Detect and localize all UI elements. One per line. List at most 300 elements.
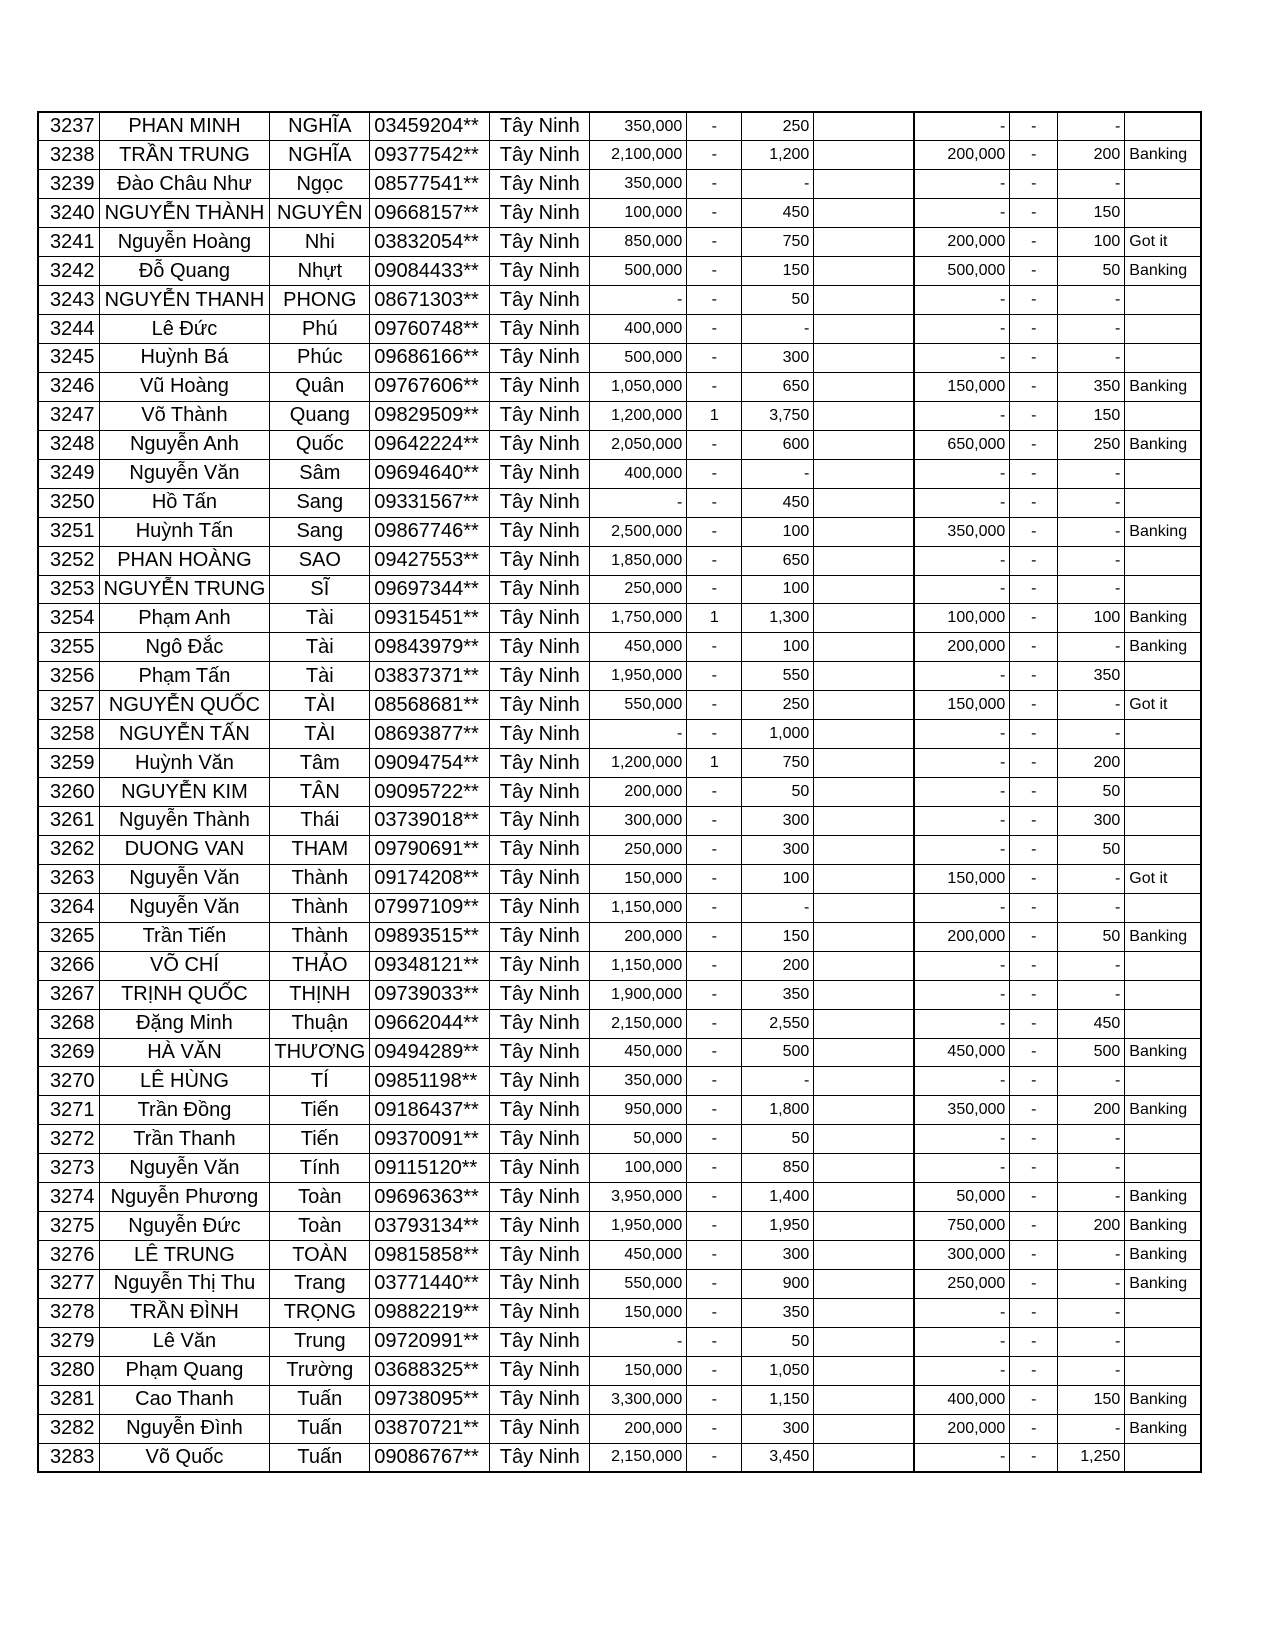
cell-flag: - xyxy=(1010,1183,1058,1212)
cell-given-name: Quân xyxy=(270,372,370,401)
table-row xyxy=(38,344,1201,373)
cell-amount-1: 400,000 xyxy=(590,459,687,488)
cell-amount-3: - xyxy=(914,778,1010,807)
cell-amount-4: 150 xyxy=(1058,401,1125,430)
cell-given-name: Nhi xyxy=(270,228,370,257)
cell-id: 3244 xyxy=(38,315,99,344)
cell-phone: 09790691** xyxy=(370,835,490,864)
cell-amount-1: 3,300,000 xyxy=(590,1385,687,1414)
cell-amount-3: 200,000 xyxy=(914,633,1010,662)
cell-phone: 08577541** xyxy=(370,170,490,199)
cell-amount-3: - xyxy=(914,749,1010,778)
data-table xyxy=(37,111,1202,1473)
cell-id: 3252 xyxy=(38,546,99,575)
cell-given-name: TÀI xyxy=(270,691,370,720)
cell-amount-2: 350 xyxy=(742,980,814,1009)
cell-blank xyxy=(814,1125,914,1154)
cell-phone: 09086767** xyxy=(370,1443,490,1472)
cell-surname: LÊ HÙNG xyxy=(99,1067,270,1096)
cell-phone: 03688325** xyxy=(370,1356,490,1385)
cell-amount-3: 100,000 xyxy=(914,604,1010,633)
cell-surname: NGUYỄN QUỐC xyxy=(99,691,270,720)
cell-flag: - xyxy=(1010,546,1058,575)
cell-amount-3: 200,000 xyxy=(914,141,1010,170)
cell-surname: Trần Tiến xyxy=(99,922,270,951)
cell-blank xyxy=(814,893,914,922)
cell-amount-3: 400,000 xyxy=(914,1385,1010,1414)
cell-status: Banking xyxy=(1125,1212,1201,1241)
cell-amount-1: 1,150,000 xyxy=(590,893,687,922)
cell-province: Tây Ninh xyxy=(490,430,590,459)
cell-count: - xyxy=(687,170,742,199)
table-row xyxy=(38,401,1201,430)
cell-count: - xyxy=(687,517,742,546)
cell-amount-4: - xyxy=(1058,951,1125,980)
cell-id: 3241 xyxy=(38,228,99,257)
cell-status: Banking xyxy=(1125,1096,1201,1125)
cell-amount-1: 3,950,000 xyxy=(590,1183,687,1212)
cell-amount-2: 1,050 xyxy=(742,1356,814,1385)
cell-blank xyxy=(814,344,914,373)
cell-province: Tây Ninh xyxy=(490,1212,590,1241)
cell-surname: TRẦN TRUNG xyxy=(99,141,270,170)
cell-count: - xyxy=(687,1270,742,1299)
cell-count: - xyxy=(687,951,742,980)
cell-blank xyxy=(814,604,914,633)
cell-flag: - xyxy=(1010,344,1058,373)
cell-id: 3249 xyxy=(38,459,99,488)
cell-flag: - xyxy=(1010,633,1058,662)
cell-surname: Vũ Hoàng xyxy=(99,372,270,401)
cell-phone: 07997109** xyxy=(370,893,490,922)
cell-amount-1: - xyxy=(590,286,687,315)
cell-status: Banking xyxy=(1125,141,1201,170)
cell-id: 3268 xyxy=(38,1009,99,1038)
cell-id: 3277 xyxy=(38,1270,99,1299)
cell-count: - xyxy=(687,430,742,459)
cell-blank xyxy=(814,835,914,864)
cell-amount-3: - xyxy=(914,546,1010,575)
cell-id: 3263 xyxy=(38,864,99,893)
cell-phone: 09882219** xyxy=(370,1298,490,1327)
cell-count: - xyxy=(687,980,742,1009)
cell-id: 3265 xyxy=(38,922,99,951)
cell-amount-4: - xyxy=(1058,720,1125,749)
table-row xyxy=(38,951,1201,980)
cell-surname: Nguyễn Văn xyxy=(99,864,270,893)
cell-given-name: TÍ xyxy=(270,1067,370,1096)
table-row xyxy=(38,1212,1201,1241)
cell-count: - xyxy=(687,864,742,893)
cell-blank xyxy=(814,372,914,401)
cell-blank xyxy=(814,1385,914,1414)
cell-count: - xyxy=(687,1125,742,1154)
table-row xyxy=(38,1009,1201,1038)
cell-amount-2: 500 xyxy=(742,1038,814,1067)
cell-province: Tây Ninh xyxy=(490,1241,590,1270)
cell-id: 3276 xyxy=(38,1241,99,1270)
cell-amount-1: 150,000 xyxy=(590,1356,687,1385)
cell-amount-1: 200,000 xyxy=(590,1414,687,1443)
cell-surname: Đào Châu Như xyxy=(99,170,270,199)
cell-amount-3: - xyxy=(914,720,1010,749)
cell-given-name: Phúc xyxy=(270,344,370,373)
cell-blank xyxy=(814,1443,914,1472)
cell-count: - xyxy=(687,1096,742,1125)
cell-surname: Lê Đức xyxy=(99,315,270,344)
cell-amount-2: 1,950 xyxy=(742,1212,814,1241)
cell-province: Tây Ninh xyxy=(490,778,590,807)
cell-count: - xyxy=(687,1414,742,1443)
cell-flag: - xyxy=(1010,1154,1058,1183)
cell-flag: - xyxy=(1010,488,1058,517)
cell-amount-2: 50 xyxy=(742,778,814,807)
cell-status: Banking xyxy=(1125,633,1201,662)
cell-blank xyxy=(814,951,914,980)
table-row xyxy=(38,1327,1201,1356)
cell-surname: Đặng Minh xyxy=(99,1009,270,1038)
cell-flag: - xyxy=(1010,980,1058,1009)
cell-id: 3260 xyxy=(38,778,99,807)
cell-status xyxy=(1125,488,1201,517)
cell-amount-2: 1,000 xyxy=(742,720,814,749)
cell-amount-2: 3,750 xyxy=(742,401,814,430)
cell-flag: - xyxy=(1010,1241,1058,1270)
cell-amount-3: - xyxy=(914,1298,1010,1327)
cell-status xyxy=(1125,1009,1201,1038)
cell-count: - xyxy=(687,228,742,257)
cell-status: Banking xyxy=(1125,1038,1201,1067)
cell-amount-4: - xyxy=(1058,1183,1125,1212)
table-row xyxy=(38,1125,1201,1154)
cell-id: 3255 xyxy=(38,633,99,662)
cell-status xyxy=(1125,951,1201,980)
cell-id: 3283 xyxy=(38,1443,99,1472)
cell-phone: 09720991** xyxy=(370,1327,490,1356)
cell-flag: - xyxy=(1010,1414,1058,1443)
cell-phone: 03870721** xyxy=(370,1414,490,1443)
cell-phone: 03739018** xyxy=(370,807,490,836)
cell-status xyxy=(1125,835,1201,864)
cell-count: - xyxy=(687,199,742,228)
table-row xyxy=(38,604,1201,633)
cell-flag: - xyxy=(1010,1270,1058,1299)
table-row xyxy=(38,1385,1201,1414)
table-row xyxy=(38,1270,1201,1299)
cell-amount-2: 1,400 xyxy=(742,1183,814,1212)
cell-amount-3: - xyxy=(914,459,1010,488)
cell-status: Banking xyxy=(1125,1270,1201,1299)
cell-amount-2: 300 xyxy=(742,835,814,864)
cell-count: - xyxy=(687,575,742,604)
cell-amount-4: 50 xyxy=(1058,257,1125,286)
cell-phone: 09377542** xyxy=(370,141,490,170)
cell-amount-1: 150,000 xyxy=(590,864,687,893)
cell-blank xyxy=(814,1356,914,1385)
cell-given-name: NGUYÊN xyxy=(270,199,370,228)
table-row xyxy=(38,199,1201,228)
table-row xyxy=(38,1356,1201,1385)
cell-status xyxy=(1125,893,1201,922)
cell-province: Tây Ninh xyxy=(490,922,590,951)
cell-surname: Phạm Quang xyxy=(99,1356,270,1385)
cell-blank xyxy=(814,1298,914,1327)
cell-amount-3: - xyxy=(914,315,1010,344)
cell-amount-2: - xyxy=(742,170,814,199)
cell-amount-1: 1,200,000 xyxy=(590,749,687,778)
table-row xyxy=(38,980,1201,1009)
cell-count: - xyxy=(687,1298,742,1327)
cell-surname: Hồ Tấn xyxy=(99,488,270,517)
cell-surname: Trần Đồng xyxy=(99,1096,270,1125)
table-row xyxy=(38,575,1201,604)
cell-given-name: Ngọc xyxy=(270,170,370,199)
cell-amount-2: 100 xyxy=(742,864,814,893)
cell-province: Tây Ninh xyxy=(490,1414,590,1443)
cell-count: - xyxy=(687,1356,742,1385)
cell-surname: Nguyễn Thành xyxy=(99,807,270,836)
cell-phone: 09686166** xyxy=(370,344,490,373)
cell-phone: 09668157** xyxy=(370,199,490,228)
cell-id: 3237 xyxy=(38,112,99,141)
cell-status xyxy=(1125,575,1201,604)
cell-phone: 03837371** xyxy=(370,662,490,691)
cell-id: 3257 xyxy=(38,691,99,720)
cell-province: Tây Ninh xyxy=(490,344,590,373)
cell-amount-3: - xyxy=(914,575,1010,604)
cell-province: Tây Ninh xyxy=(490,951,590,980)
cell-blank xyxy=(814,807,914,836)
table-row xyxy=(38,633,1201,662)
cell-surname: DUONG VAN xyxy=(99,835,270,864)
cell-blank xyxy=(814,1038,914,1067)
cell-status xyxy=(1125,170,1201,199)
cell-amount-4: - xyxy=(1058,893,1125,922)
cell-phone: 09739033** xyxy=(370,980,490,1009)
cell-flag: - xyxy=(1010,459,1058,488)
cell-status: Got it xyxy=(1125,228,1201,257)
cell-id: 3240 xyxy=(38,199,99,228)
cell-amount-2: 1,300 xyxy=(742,604,814,633)
cell-given-name: Tài xyxy=(270,633,370,662)
cell-blank xyxy=(814,922,914,951)
cell-province: Tây Ninh xyxy=(490,864,590,893)
cell-amount-3: - xyxy=(914,1443,1010,1472)
cell-province: Tây Ninh xyxy=(490,807,590,836)
cell-amount-1: - xyxy=(590,1327,687,1356)
cell-given-name: Thành xyxy=(270,893,370,922)
cell-province: Tây Ninh xyxy=(490,1125,590,1154)
cell-status xyxy=(1125,401,1201,430)
cell-surname: Phạm Anh xyxy=(99,604,270,633)
cell-amount-4: - xyxy=(1058,633,1125,662)
cell-id: 3273 xyxy=(38,1154,99,1183)
cell-flag: - xyxy=(1010,575,1058,604)
table-row xyxy=(38,228,1201,257)
table-row xyxy=(38,1443,1201,1472)
cell-given-name: NGHĨA xyxy=(270,141,370,170)
cell-id: 3282 xyxy=(38,1414,99,1443)
cell-flag: - xyxy=(1010,1038,1058,1067)
cell-amount-3: - xyxy=(914,807,1010,836)
cell-amount-2: 200 xyxy=(742,951,814,980)
cell-surname: Cao Thanh xyxy=(99,1385,270,1414)
cell-status: Got it xyxy=(1125,691,1201,720)
cell-amount-2: 300 xyxy=(742,807,814,836)
cell-surname: NGUYỄN THÀNH xyxy=(99,199,270,228)
cell-amount-1: 2,500,000 xyxy=(590,517,687,546)
cell-phone: 09851198** xyxy=(370,1067,490,1096)
cell-amount-2: 100 xyxy=(742,517,814,546)
cell-surname: TRẦN ĐÌNH xyxy=(99,1298,270,1327)
cell-phone: 09867746** xyxy=(370,517,490,546)
cell-count: - xyxy=(687,1067,742,1096)
cell-amount-3: - xyxy=(914,1154,1010,1183)
cell-amount-2: - xyxy=(742,315,814,344)
cell-province: Tây Ninh xyxy=(490,141,590,170)
cell-province: Tây Ninh xyxy=(490,835,590,864)
cell-amount-4: - xyxy=(1058,980,1125,1009)
cell-province: Tây Ninh xyxy=(490,662,590,691)
cell-amount-4: - xyxy=(1058,575,1125,604)
cell-amount-1: 400,000 xyxy=(590,315,687,344)
cell-amount-3: 200,000 xyxy=(914,922,1010,951)
cell-surname: HÀ VĂN xyxy=(99,1038,270,1067)
cell-amount-3: - xyxy=(914,199,1010,228)
cell-blank xyxy=(814,257,914,286)
cell-province: Tây Ninh xyxy=(490,980,590,1009)
cell-status xyxy=(1125,662,1201,691)
cell-amount-1: 550,000 xyxy=(590,691,687,720)
cell-id: 3278 xyxy=(38,1298,99,1327)
cell-amount-2: 1,800 xyxy=(742,1096,814,1125)
cell-province: Tây Ninh xyxy=(490,1038,590,1067)
cell-phone: 09642224** xyxy=(370,430,490,459)
table-row xyxy=(38,1067,1201,1096)
cell-amount-4: 50 xyxy=(1058,778,1125,807)
cell-count: - xyxy=(687,662,742,691)
cell-count: - xyxy=(687,691,742,720)
cell-province: Tây Ninh xyxy=(490,372,590,401)
cell-province: Tây Ninh xyxy=(490,1154,590,1183)
cell-flag: - xyxy=(1010,1096,1058,1125)
cell-count: - xyxy=(687,1327,742,1356)
cell-id: 3242 xyxy=(38,257,99,286)
cell-amount-3: - xyxy=(914,1327,1010,1356)
cell-surname: Nguyễn Thị Thu xyxy=(99,1270,270,1299)
cell-amount-2: 100 xyxy=(742,633,814,662)
cell-province: Tây Ninh xyxy=(490,459,590,488)
cell-amount-4: 200 xyxy=(1058,749,1125,778)
cell-blank xyxy=(814,1183,914,1212)
cell-blank xyxy=(814,778,914,807)
cell-id: 3267 xyxy=(38,980,99,1009)
cell-surname: Trần Thanh xyxy=(99,1125,270,1154)
cell-amount-1: 1,850,000 xyxy=(590,546,687,575)
cell-amount-2: - xyxy=(742,1067,814,1096)
cell-id: 3239 xyxy=(38,170,99,199)
cell-phone: 08671303** xyxy=(370,286,490,315)
cell-surname: PHAN MINH xyxy=(99,112,270,141)
cell-given-name: Sang xyxy=(270,488,370,517)
cell-amount-4: 100 xyxy=(1058,604,1125,633)
cell-amount-1: 500,000 xyxy=(590,257,687,286)
cell-status xyxy=(1125,286,1201,315)
cell-blank xyxy=(814,1212,914,1241)
cell-amount-4: - xyxy=(1058,170,1125,199)
cell-surname: NGUYỄN THANH xyxy=(99,286,270,315)
cell-amount-2: 350 xyxy=(742,1298,814,1327)
cell-amount-3: - xyxy=(914,1356,1010,1385)
cell-amount-2: 150 xyxy=(742,257,814,286)
cell-amount-3: - xyxy=(914,980,1010,1009)
cell-flag: - xyxy=(1010,720,1058,749)
cell-amount-3: - xyxy=(914,401,1010,430)
table-row xyxy=(38,141,1201,170)
cell-amount-4: - xyxy=(1058,546,1125,575)
cell-phone: 09348121** xyxy=(370,951,490,980)
cell-count: - xyxy=(687,1212,742,1241)
cell-given-name: SĨ xyxy=(270,575,370,604)
cell-amount-3: - xyxy=(914,662,1010,691)
cell-count: - xyxy=(687,112,742,141)
cell-status xyxy=(1125,199,1201,228)
cell-flag: - xyxy=(1010,141,1058,170)
cell-flag: - xyxy=(1010,1212,1058,1241)
cell-amount-4: - xyxy=(1058,864,1125,893)
cell-blank xyxy=(814,1096,914,1125)
table-row xyxy=(38,1414,1201,1443)
cell-given-name: TÂN xyxy=(270,778,370,807)
table-row xyxy=(38,459,1201,488)
cell-phone: 09427553** xyxy=(370,546,490,575)
cell-phone: 08693877** xyxy=(370,720,490,749)
cell-amount-1: 350,000 xyxy=(590,170,687,199)
cell-blank xyxy=(814,1327,914,1356)
cell-amount-4: 250 xyxy=(1058,430,1125,459)
table-row xyxy=(38,778,1201,807)
table-row xyxy=(38,1038,1201,1067)
cell-amount-3: - xyxy=(914,170,1010,199)
cell-given-name: Tiến xyxy=(270,1096,370,1125)
cell-id: 3253 xyxy=(38,575,99,604)
cell-amount-1: 250,000 xyxy=(590,575,687,604)
cell-status: Banking xyxy=(1125,517,1201,546)
cell-amount-2: 2,550 xyxy=(742,1009,814,1038)
cell-province: Tây Ninh xyxy=(490,170,590,199)
cell-province: Tây Ninh xyxy=(490,401,590,430)
cell-amount-1: 450,000 xyxy=(590,633,687,662)
cell-amount-3: 450,000 xyxy=(914,1038,1010,1067)
cell-given-name: Phú xyxy=(270,315,370,344)
cell-phone: 09186437** xyxy=(370,1096,490,1125)
cell-given-name: Sang xyxy=(270,517,370,546)
cell-status: Banking xyxy=(1125,604,1201,633)
cell-amount-1: 1,900,000 xyxy=(590,980,687,1009)
cell-amount-1: 550,000 xyxy=(590,1270,687,1299)
cell-province: Tây Ninh xyxy=(490,1183,590,1212)
cell-amount-1: - xyxy=(590,720,687,749)
cell-province: Tây Ninh xyxy=(490,1385,590,1414)
cell-surname: VÕ CHÍ xyxy=(99,951,270,980)
cell-id: 3271 xyxy=(38,1096,99,1125)
cell-count: 1 xyxy=(687,604,742,633)
cell-given-name: Trung xyxy=(270,1327,370,1356)
cell-count: - xyxy=(687,1385,742,1414)
cell-blank xyxy=(814,864,914,893)
cell-province: Tây Ninh xyxy=(490,517,590,546)
cell-given-name: TOÀN xyxy=(270,1241,370,1270)
